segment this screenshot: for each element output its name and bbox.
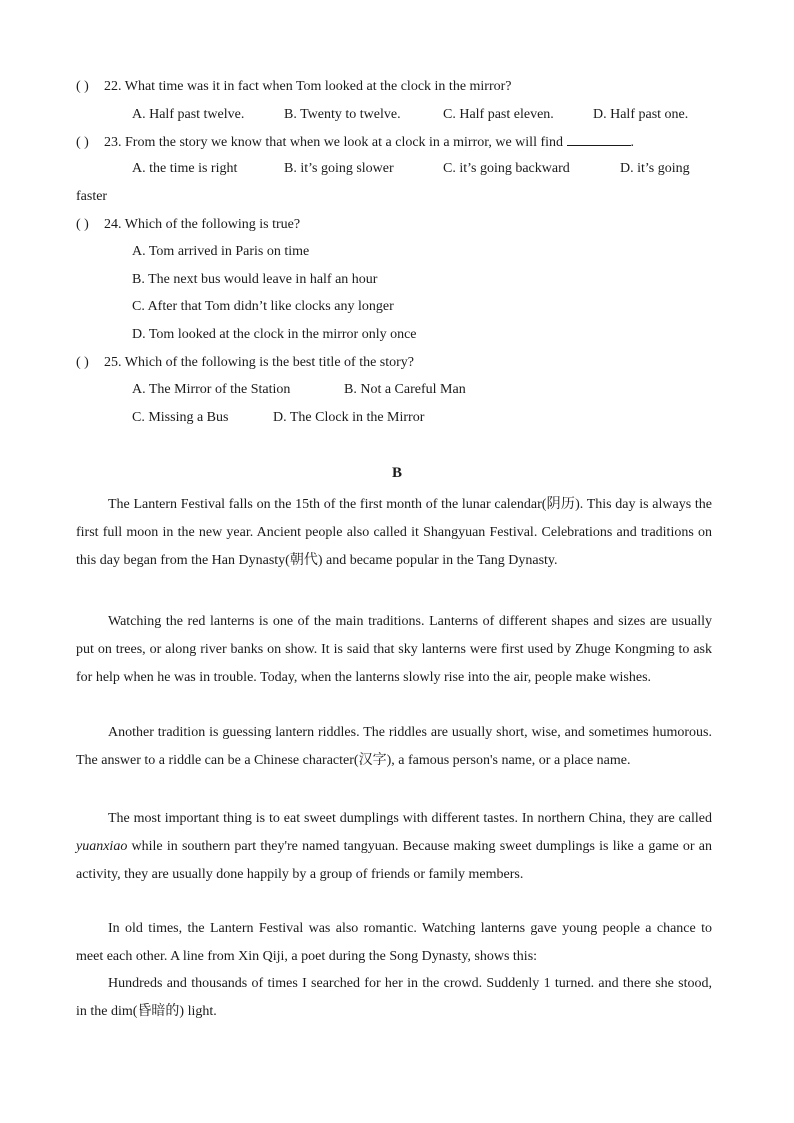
question-23: ( ) 23. From the story we know that when we look at a clock in a mirror, we will find . (76, 135, 635, 150)
option-a: A. Half past twelve. (132, 107, 245, 122)
answer-blank: ( ) (76, 79, 89, 94)
question-22-options (132, 106, 688, 124)
option-a: A. Tom arrived in Paris on time (132, 244, 310, 259)
option-b: B. Not a Careful Man (344, 382, 466, 397)
passage-quote: Hundreds and thousands of times I searched for her in the crowd. Suddenly 1 turned. and there she stood, in the dim(昏暗的) light. (76, 976, 712, 1019)
question-22 (76, 78, 512, 96)
option-d: D. it’s going (620, 161, 690, 176)
option-a: A. The Mirror of the Station (132, 382, 291, 397)
option-b: B. The next bus would leave in half an hour (132, 272, 378, 287)
question-number: 25. (104, 355, 122, 370)
passage-paragraph-4: The most important thing is to eat sweet dumplings with different tastes. In northern China, they are called yuanxiao while in southern part they're named tangyuan. Because making sweet dumplings is like a game or an activity, they are usually done happily by a group of friends or family members. (76, 811, 712, 882)
answer-blank: ( ) (76, 355, 89, 370)
italic-term: yuanxiao (76, 839, 128, 854)
option-c: C. After that Tom didn’t like clocks any longer (132, 299, 394, 314)
option-d: D. The Clock in the Mirror (273, 410, 425, 425)
option-d: D. Tom looked at the clock in the mirror only once (132, 327, 417, 342)
passage-paragraph-2: Watching the red lanterns is one of the main traditions. Lanterns of different shapes and sizes are usually put on trees, or along river banks on show. It is said that sky lanterns were first used by Zhuge Kongming to ask for help when he was in trouble. Today, when the lanterns slowly rise into the air, people make wishes. (76, 614, 712, 685)
question-25-options-row1 (132, 381, 466, 399)
section-heading: B (391, 465, 402, 481)
option-c: C. it’s going backward (443, 161, 570, 176)
question-stem: From the story we know that when we look at a clock in a mirror, we will find (125, 135, 564, 150)
option-d: D. Half past one. (593, 107, 689, 122)
question-25-options-row2 (132, 409, 424, 427)
option-c: C. Missing a Bus (132, 410, 229, 425)
passage-paragraph-1: The Lantern Festival falls on the 15th of the first month of the lunar calendar(阴历). This day is always the first full moon in the new year. Ancient people also called it Shangyuan Festival. Celebrations and traditions on this day began from the Han Dynasty(朝代) and became popular in the Tang Dynasty. (76, 497, 712, 568)
question-stem: Which of the following is true? (124, 217, 301, 232)
question-number: 22. (104, 79, 122, 94)
question-stem: What time was it in fact when Tom looked at the clock in the mirror? (124, 79, 512, 94)
passage-paragraph-3: Another tradition is guessing lantern riddles. The riddles are usually short, wise, and sometimes humorous. The answer to a riddle can be a Chinese character(汉字), a famous person's name, or a place name. (76, 725, 712, 768)
question-number: 23. (104, 135, 122, 150)
option-a: A. the time is right (132, 161, 238, 176)
option-c: C. Half past eleven. (443, 107, 554, 122)
option-b: B. Twenty to twelve. (284, 107, 401, 122)
question-24 (76, 216, 300, 234)
answer-blank: ( ) (76, 217, 89, 232)
fill-in-blank (567, 133, 631, 146)
passage-paragraph-5: In old times, the Lantern Festival was also romantic. Watching lanterns gave young people a chance to meet each other. A line from Xin Qiji, a poet during the Song Dynasty, shows this: (76, 921, 712, 964)
question-number: 24. (104, 217, 122, 232)
question-23-options (132, 160, 690, 178)
option-d-continued: faster (76, 189, 108, 204)
question-25 (76, 354, 414, 372)
question-stem: Which of the following is the best title of the story? (124, 355, 415, 370)
option-b: B. it’s going slower (284, 161, 394, 176)
answer-blank: ( ) (76, 135, 89, 150)
